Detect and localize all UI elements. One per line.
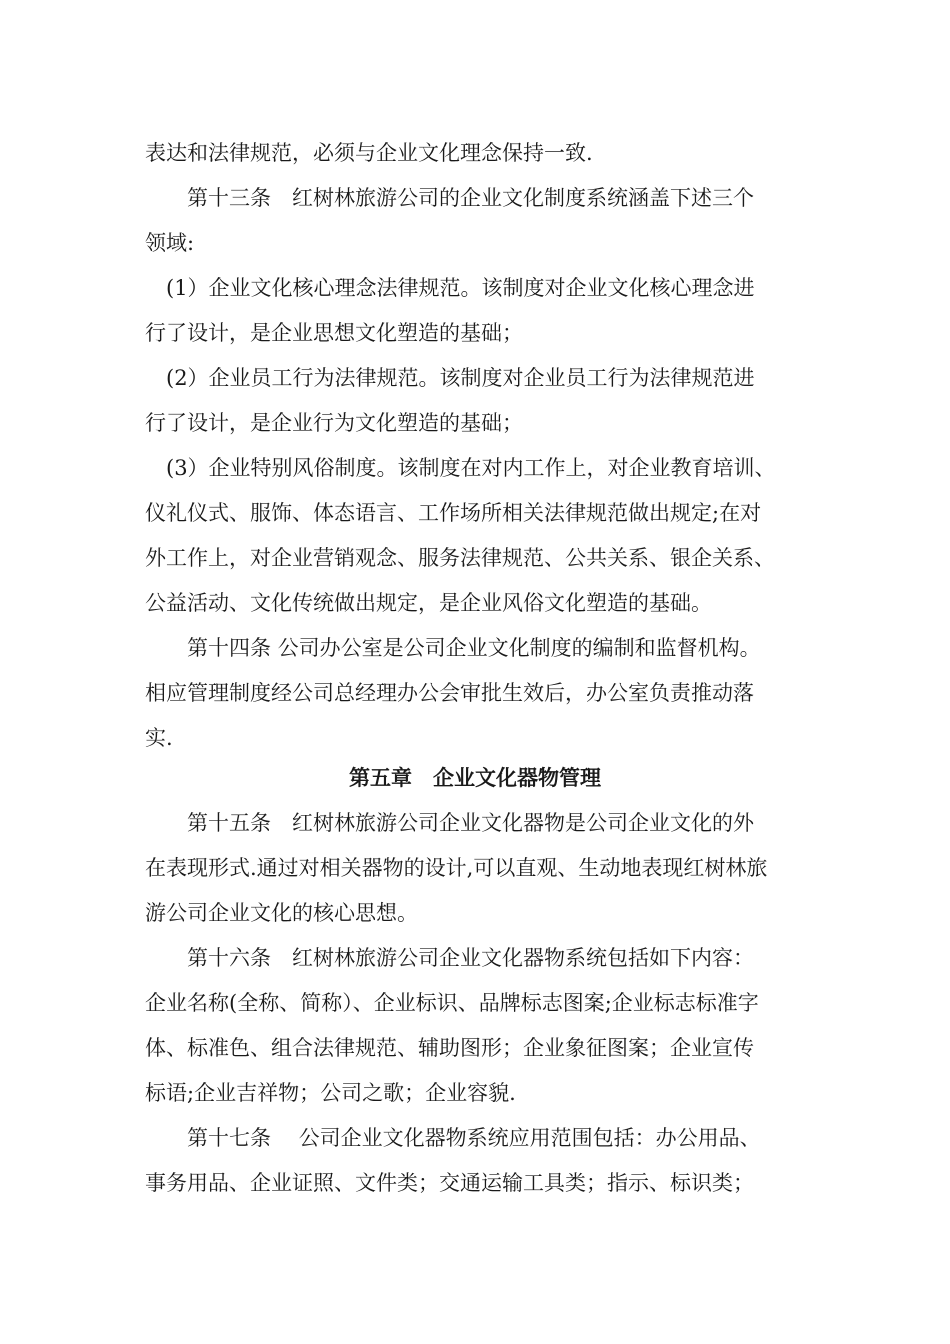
article-16-line: 第十六条 红树林旅游公司企业文化器物系统包括如下内容：: [145, 946, 754, 970]
paragraph-line: 外工作上，对企业营销观念、服务法律规范、公共关系、银企关系、: [145, 546, 775, 570]
paragraph-line: 在表现形式.通过对相关器物的设计,可以直观、生动地表现红树林旅: [145, 856, 768, 880]
list-item-2-line: (2）企业员工行为法律规范。该制度对企业员工行为法律规范进: [145, 366, 755, 390]
paragraph-line: 公益活动、文化传统做出规定，是企业风俗文化塑造的基础。: [145, 591, 712, 615]
list-item-3-line: (3）企业特别风俗制度。该制度在对内工作上，对企业教育培训、: [145, 456, 776, 480]
paragraph-line: 实.: [145, 726, 173, 750]
paragraph-line: 表达和法律规范，必须与企业文化理念保持一致.: [145, 141, 593, 165]
paragraph-line: 游公司企业文化的核心思想。: [145, 901, 418, 925]
paragraph-line: 行了设计，是企业行为文化塑造的基础；: [145, 411, 523, 435]
paragraph-line: 体、标准色、组合法律规范、辅助图形；企业象征图案；企业宣传: [145, 1036, 754, 1060]
paragraph-line: 企业名称(全称、简称）、企业标识、品牌标志图案;企业标志标准字: [145, 991, 759, 1015]
chapter-heading: 第五章 企业文化器物管理: [349, 766, 601, 790]
paragraph-line: 领域:: [145, 231, 195, 255]
article-15-line: 第十五条 红树林旅游公司企业文化器物是公司企业文化的外: [145, 811, 754, 835]
article-17-line: 第十七条 公司企业文化器物系统应用范围包括：办公用品、: [145, 1126, 761, 1150]
paragraph-line: 标语;企业吉祥物；公司之歌；企业容貌.: [145, 1081, 516, 1105]
paragraph-line: 相应管理制度经公司总经理办公会审批生效后，办公室负责推动落: [145, 681, 754, 705]
paragraph-line: 仪礼仪式、服饰、体态语言、工作场所相关法律规范做出规定;在对: [145, 501, 762, 525]
article-13-line: 第十三条 红树林旅游公司的企业文化制度系统涵盖下述三个: [145, 186, 754, 210]
paragraph-line: 行了设计，是企业思想文化塑造的基础；: [145, 321, 523, 345]
article-14-line: 第十四条 公司办公室是公司企业文化制度的编制和监督机构。: [145, 636, 761, 660]
paragraph-line: 事务用品、企业证照、文件类；交通运输工具类；指示、标识类；: [145, 1171, 754, 1195]
list-item-1-line: (1）企业文化核心理念法律规范。该制度对企业文化核心理念进: [145, 276, 755, 300]
